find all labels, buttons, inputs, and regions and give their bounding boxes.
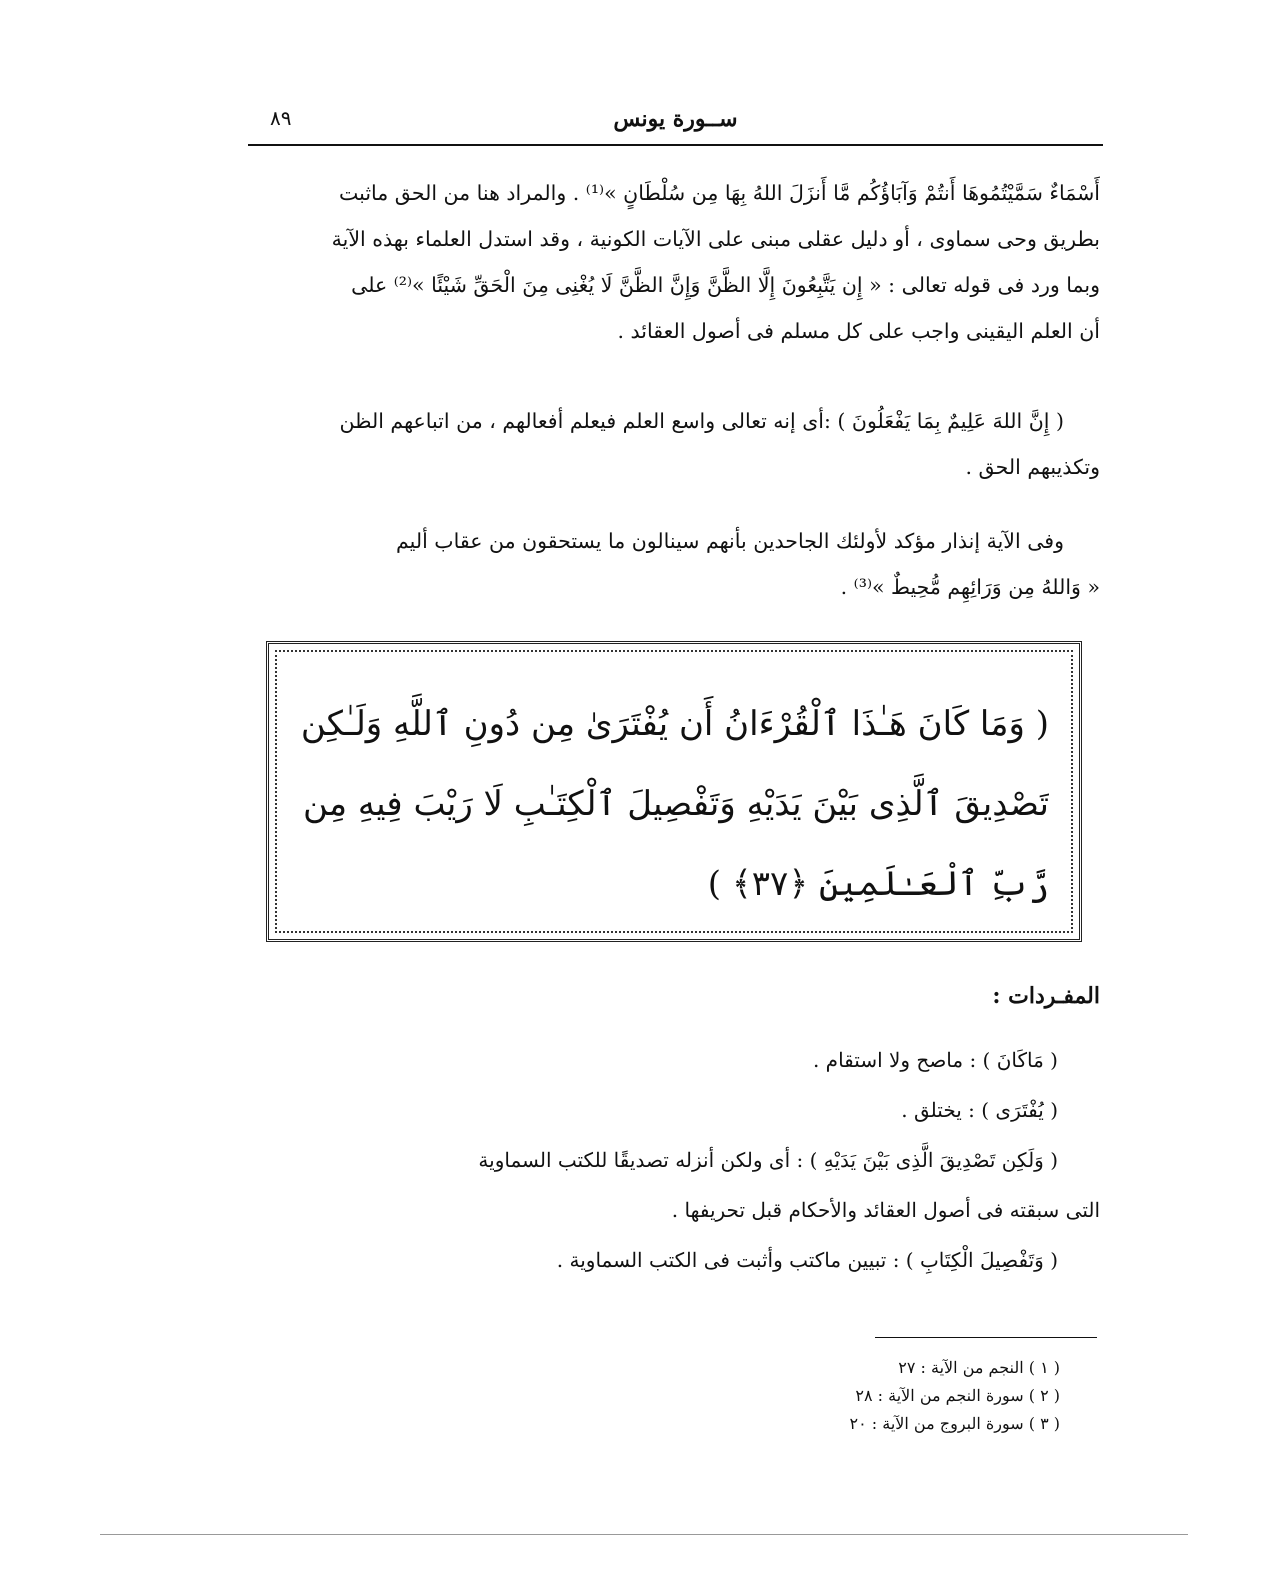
text-line: أن العلم اليقينى واجب على كل مسلم فى أصول العقائد . — [617, 319, 1100, 343]
vocabulary-item: ( وَلَكِن تَصْدِيقَ الَّذِى بَيْنَ يَدَيْهِ ) : أى ولكن أنزله تصديقًا للكتب السماوية — [478, 1148, 1058, 1172]
vocabulary-item: ( مَاكَانَ ) : ماصح ولا استقام . — [812, 1048, 1058, 1072]
commentary-paragraph-2 — [255, 398, 1100, 490]
page-bottom-rule — [100, 1534, 1188, 1535]
vocabulary-list — [255, 1035, 1100, 1285]
footnotes — [720, 1354, 1060, 1438]
text-line: وفى الآية إنذار مؤكد لأولئك الجاحدين بأنهم سينالون ما يستحقون من عقاب أليم — [396, 529, 1064, 553]
text-line: وبما ورد فى قوله تعالى : « إِن يَتَّبِعُونَ إِلَّا الظَّنَّ وَإِنَّ الظَّنَّ لَا يُغْنِى مِنَ الْحَقِّ شَيْئًا »⁽²⁾ على — [351, 273, 1100, 297]
quran-verse-frame — [266, 641, 1082, 942]
vocabulary-item: ( وَتَفْصِيلَ الْكِتَابِ ) : تبيين ماكتب وأثبت فى الكتب السماوية . — [556, 1248, 1058, 1272]
surah-title: ســورة يونس — [613, 106, 738, 132]
text-line: أَسْمَاءٌ سَمَّيْتُمُوهَا أَنتُمْ وَآبَاؤُكُم مَّا أَنزَلَ اللهُ بِهَا مِن سُلْطَانٍ »⁽¹⁾ . والمراد هنا من الحق ماثبت — [339, 181, 1100, 205]
text-line: وتكذيبهم الحق . — [965, 455, 1100, 479]
page-header — [248, 100, 1103, 146]
commentary-paragraph-1 — [255, 170, 1100, 354]
footnote: ( ١ ) النجم من الآية : ٢٧ — [898, 1358, 1060, 1377]
vocabulary-item: ( يُفْتَرَى ) : يختلق . — [901, 1098, 1058, 1122]
commentary-paragraph-3 — [255, 518, 1100, 610]
vocabulary-heading: المفـردات : — [992, 983, 1100, 1009]
quran-verse-text — [299, 684, 1049, 924]
vocabulary-item-continuation: التى سبقته فى أصول العقائد والأحكام قبل تحريفها . — [671, 1198, 1100, 1222]
text-line: ( إِنَّ اللهَ عَلِيمٌ بِمَا يَفْعَلُونَ ) :أى إنه تعالى واسع العلم فيعلم أفعالهم ، من اتباعهم الظن — [339, 409, 1064, 433]
verse-line: تَصْدِيقَ ٱلَّذِى بَيْنَ يَدَيْهِ وَتَفْصِيلَ ٱلْكِتَـٰبِ لَا رَيْبَ فِيهِ مِن — [303, 784, 1049, 824]
footnote: ( ٢ ) سورة النجم من الآية : ٢٨ — [855, 1386, 1060, 1405]
verse-line: ( وَمَا كَانَ هَـٰذَا ٱلْقُرْءَانُ أَن يُفْتَرَىٰ مِن دُونِ ٱللَّهِ وَلَـٰكِن — [300, 704, 1049, 744]
footnote-divider — [875, 1337, 1097, 1338]
text-line: بطريق وحى سماوى ، أو دليل عقلى مبنى على الآيات الكونية ، وقد استدل العلماء بهذه الآية — [331, 227, 1100, 251]
page-number: ٨٩ — [270, 106, 292, 130]
text-line: « وَاللهُ مِن وَرَائِهِم مُّحِيطٌ »⁽³⁾ . — [840, 575, 1100, 599]
verse-line: رَّبِّ ٱلْعَـٰلَمِينَ ﴿٣٧﴾ ) — [707, 864, 1049, 904]
footnote: ( ٣ ) سورة البروج من الآية : ٢٠ — [849, 1414, 1060, 1433]
